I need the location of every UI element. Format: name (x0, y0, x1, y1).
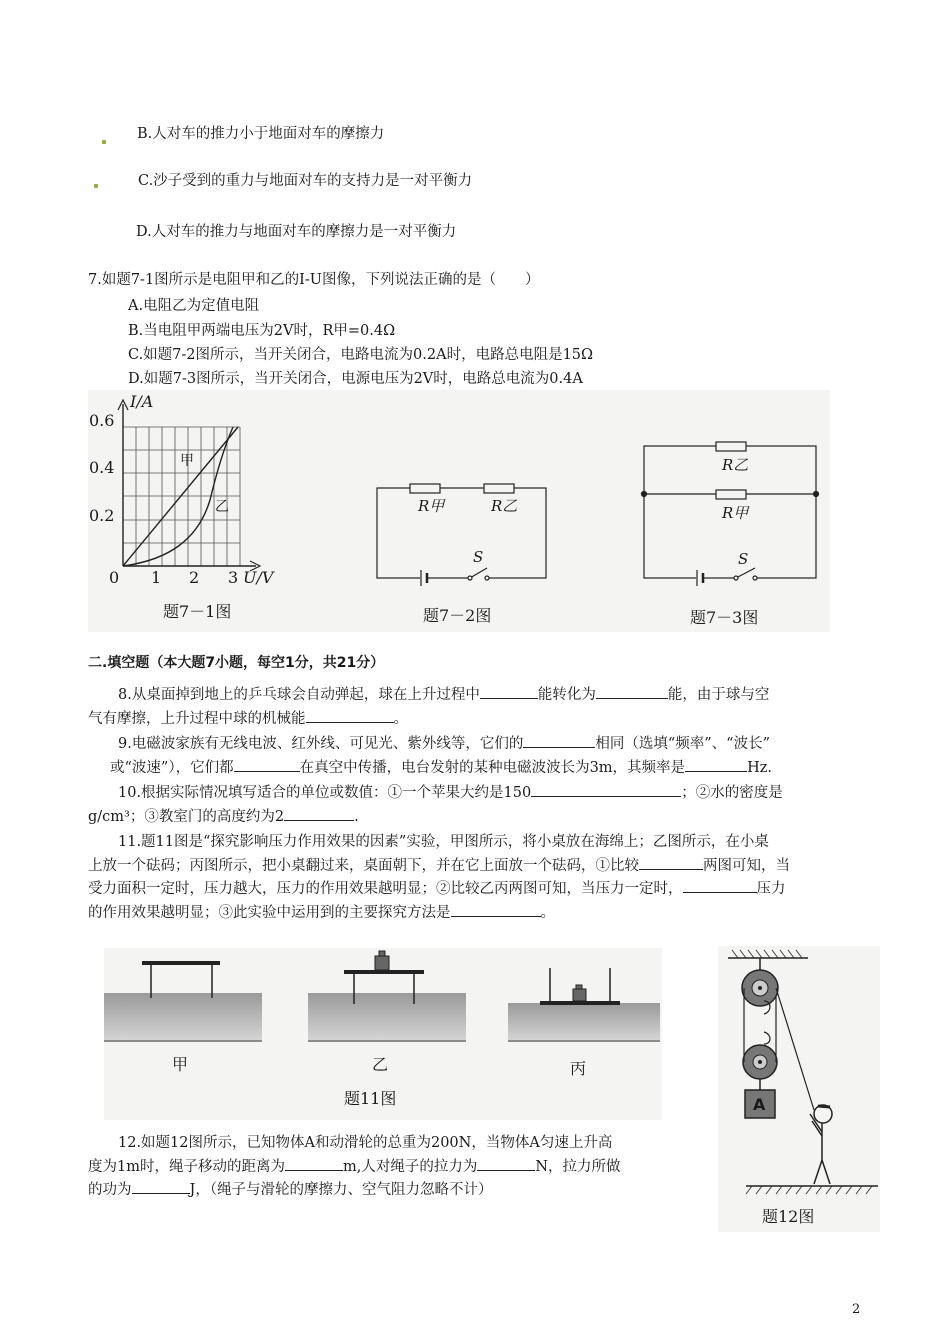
switch-label: S (738, 550, 749, 568)
q11-text-2: 上放一个砝码；丙图所示，把小桌翻过来，桌面朝下，并在它上面放一个砝码，①比较 (88, 857, 639, 874)
q7-option-b: B.当电阻甲两端电压为2V时，R甲=0.4Ω (128, 323, 396, 339)
q10-text-4: . (354, 808, 359, 825)
q8-text-4: 气有摩擦，上升过程中球的机械能 (88, 710, 306, 727)
figure-7-3-caption: 题7－3图 (690, 608, 759, 627)
answer-blank[interactable] (531, 782, 681, 797)
q10-text-1: 10.根据实际情况填写适合的单位或数值：①一个苹果大约是150 (118, 785, 532, 801)
resistor-yi-label: R乙 (722, 456, 749, 474)
answer-blank[interactable] (306, 708, 394, 723)
section-title: 二.填空题（本大题7小题，每空1分，共21分） (88, 655, 385, 671)
y-tick-0-6: 0.6 (89, 411, 115, 430)
x-tick-2: 2 (189, 568, 200, 587)
figure-7-svg (88, 390, 830, 632)
question-12 (88, 1132, 708, 1203)
figure-11 (104, 948, 662, 1120)
x-tick-3: 3 (228, 568, 239, 587)
q11-text-6: 的作用效果越明显；③此实验中运用到的主要探究方法是 (88, 904, 451, 921)
q9-text-4: 在真空中传播，电台发射的某种电磁波波长为3m，其频率是 (299, 759, 686, 776)
q9-text-5: Hz. (747, 759, 772, 776)
question-9 (88, 733, 868, 780)
iu-graph (118, 400, 260, 571)
q7-option-a: A.电阻乙为定值电阻 (128, 298, 260, 314)
q11-text-1: 11.题11图是“探究影响压力作用效果的因素”实验，甲图所示，将小桌放在海绵上；乙图所示，在小桌 (118, 834, 769, 850)
q8-text-2: 能转化为 (537, 687, 596, 703)
option-b: B.人对车的推力小于地面对车的摩擦力 (137, 126, 385, 142)
answer-blank[interactable] (451, 902, 541, 917)
q9-text-1: 9.电磁波家族有无线电波、红外线、可见光、紫外线等，它们的 (118, 736, 524, 752)
resistor-jia-label: R甲 (722, 504, 749, 522)
y-axis-label: I/A (130, 392, 154, 411)
option-c: C.沙子受到的重力与地面对车的支持力是一对平衡力 (138, 173, 473, 189)
question-8 (88, 684, 863, 731)
x-axis-label: U/V (243, 568, 274, 587)
setup-yi (308, 951, 466, 1041)
figure-12 (718, 946, 880, 1232)
q9-text-2: 相同（选填“频率”、“波长” (595, 736, 770, 752)
q8-text-1: 8.从桌面掉到地上的乒乓球会自动弹起，球在上升过程中 (118, 687, 480, 703)
option-d: D.人对车的推力与地面对车的摩擦力是一对平衡力 (136, 224, 457, 240)
q8-text-5: 。 (393, 710, 408, 727)
figure-7-1-caption: 题7－1图 (163, 602, 232, 621)
q8-text-3: 能，由于球与空 (667, 687, 770, 703)
figure-7-2-caption: 题7－2图 (423, 606, 492, 625)
answer-blank[interactable] (480, 684, 538, 699)
switch-label: S (473, 548, 484, 566)
q7-option-c: C.如题7-2图所示，当开关闭合，电路电流为0.2A时，电路总电阻是15Ω (128, 347, 594, 363)
q11-text-5: 压力 (756, 881, 786, 897)
bullet-marker (102, 140, 106, 144)
q12-text-6: J，（绳子与滑轮的摩擦力、空气阻力忽略不计） (189, 1182, 493, 1198)
question-10 (88, 782, 868, 829)
q11-text-3: 两图可知，当 (703, 857, 790, 874)
q10-text-3: g/cm³；③教室门的高度约为2 (88, 808, 285, 825)
x-tick-0: 0 (109, 568, 120, 587)
curve-label-jia: 甲 (180, 453, 194, 469)
setup-bing (508, 968, 660, 1041)
figure-12-svg (718, 946, 880, 1232)
q12-text-4: N，拉力所做 (535, 1158, 621, 1175)
x-tick-1: 1 (151, 568, 162, 587)
label-bing: 丙 (570, 1059, 587, 1078)
series-circuit (377, 484, 546, 586)
q10-text-2: ；②水的密度是 (681, 785, 783, 801)
q11-text-7: 。 (540, 904, 555, 921)
answer-blank[interactable] (234, 757, 300, 772)
question-11 (88, 831, 868, 925)
answer-blank[interactable] (523, 733, 595, 748)
q7-stem: 7.如题7-1图所示是电阻甲和乙的I-U图像，下列说法正确的是（ ） (88, 272, 540, 288)
figure-7 (88, 390, 830, 632)
q12-text-5: 的功为 (88, 1182, 132, 1198)
figure-12-caption: 题12图 (762, 1207, 815, 1226)
q9-text-3: 或“波速”），它们都 (110, 759, 234, 776)
q11-text-4: 受力面积一定时，压力越大，压力的作用效果越明显；②比较乙丙两图可知，当压力一定时， (88, 881, 683, 897)
answer-blank[interactable] (285, 1156, 343, 1171)
answer-blank[interactable] (284, 806, 354, 821)
answer-blank[interactable] (477, 1156, 535, 1171)
q12-text-1: 12.如题12图所示，已知物体A和动滑轮的总重为200N，当物体A匀速上升高 (118, 1135, 613, 1151)
answer-blank[interactable] (683, 878, 757, 893)
figure-11-caption: 题11图 (344, 1089, 397, 1108)
answer-blank[interactable] (685, 757, 747, 772)
answer-blank[interactable] (132, 1179, 190, 1194)
y-tick-0-4: 0.4 (89, 458, 115, 477)
page-number: 2 (852, 1302, 861, 1317)
answer-blank[interactable] (596, 684, 668, 699)
block-a-label: A (753, 1095, 766, 1114)
bullet-marker (94, 184, 98, 188)
setup-jia (104, 961, 262, 1041)
q12-text-2: 度为1m时，绳子移动的距离为 (88, 1158, 285, 1175)
y-tick-0-2: 0.2 (89, 506, 115, 525)
label-jia: 甲 (172, 1055, 189, 1074)
q7-option-d: D.如题7-3图所示，当开关闭合，电源电压为2V时，电路总电流为0.4A (128, 371, 583, 387)
label-yi: 乙 (372, 1055, 389, 1074)
answer-blank[interactable] (639, 855, 703, 870)
resistor-jia-label: R甲 (418, 497, 445, 515)
curve-label-yi: 乙 (215, 499, 229, 515)
resistor-yi-label: R乙 (491, 497, 518, 515)
q12-text-3: m,人对绳子的拉力为 (342, 1158, 478, 1175)
